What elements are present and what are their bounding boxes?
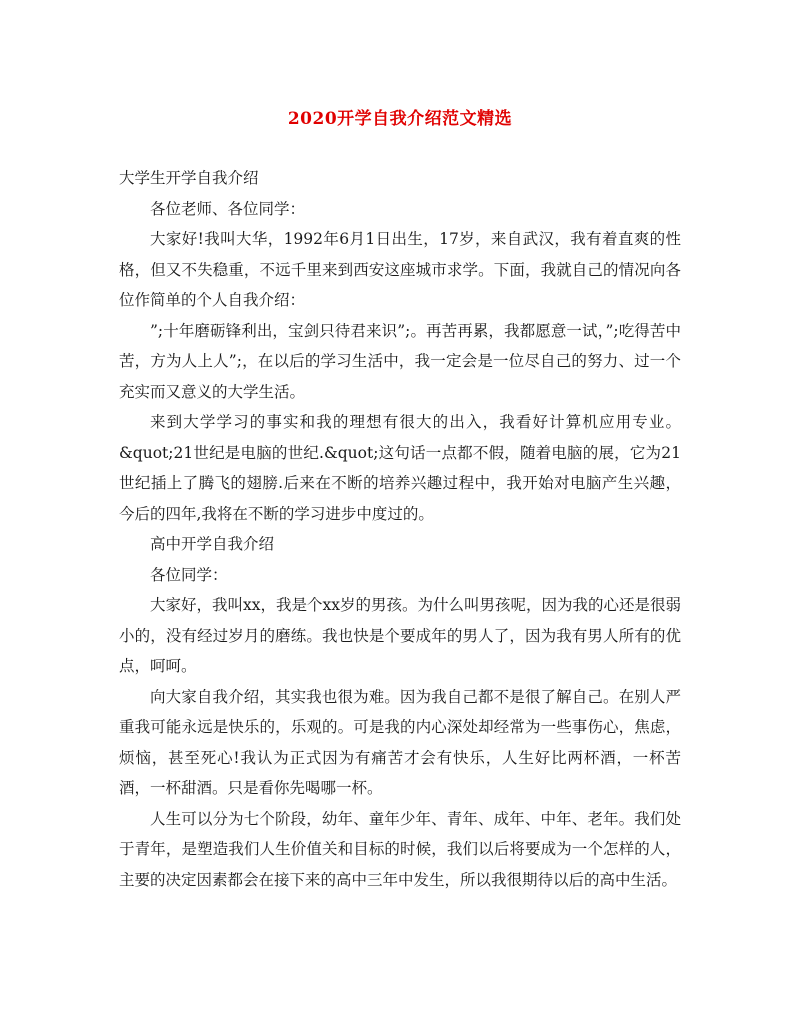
document-title: 2020开学自我介绍范文精选 [287,109,513,129]
body-paragraph: 大家好，我叫xx，我是个xx岁的男孩。为什么叫男孩呢，因为我的心还是很弱小的，没有经过岁月的磨练。我也快是个要成年的男人了，因为我有男人所有的优点，呵呵。 [119,596,681,675]
section-heading-university: 大学生开学自我介绍 [119,169,259,187]
body-paragraph: 大家好!我叫大华，1992年6月1日出生，17岁，来自武汉，我有着直爽的性格，但又不失稳重，不远千里来到西安这座城市求学。下面，我就自己的情况向各位作简单的个人自我介绍： [119,230,681,309]
body-paragraph: 来到大学学习的事实和我的理想有很大的出入，我看好计算机应用专业。&quot;21世纪是电脑的世纪.&quot;这句话一点都不假，随着电脑的展，它为21世纪插上了腾飞的翅膀.后来在不断的培养兴趣过程中，我开始对电脑产生兴趣，今后的四年,我将在不断的学习进步中度过的。 [119,413,681,523]
body-paragraph: 人生可以分为七个阶段，幼年、童年少年、青年、成年、中年、老年。我们处于青年，是塑造我们人生价值关和目标的时候，我们以后将要成为一个怎样的人，主要的决定因素都会在接下来的高中三年中发生，所以我很期待以后的高中生活。 [119,809,681,889]
body-paragraph: 向大家自我介绍，其实我也很为难。因为我自己都不是很了解自己。在别人严重我可能永远是快乐的，乐观的。可是我的内心深处却经常为一些事伤心，焦虑，烦恼，甚至死心!我认为正式因为有痛苦才会有快乐，人生好比两杯酒，一杯苦酒，一杯甜酒。只是看你先喝哪一杯。 [119,687,681,797]
greeting-paragraph: 各位老师、各位同学： [150,199,306,218]
greeting-paragraph: 各位同学： [150,565,228,584]
document-body [119,163,681,895]
body-paragraph: ”;十年磨砺锋利出，宝剑只待君来识”;。再苦再累，我都愿意一试，”;吃得苦中苦，方为人上人”;，在以后的学习生活中，我一定会是一位尽自己的努力、过一个充实而又意义的大学生活。 [119,321,681,401]
section-heading-highschool: 高中开学自我介绍 [150,535,275,553]
